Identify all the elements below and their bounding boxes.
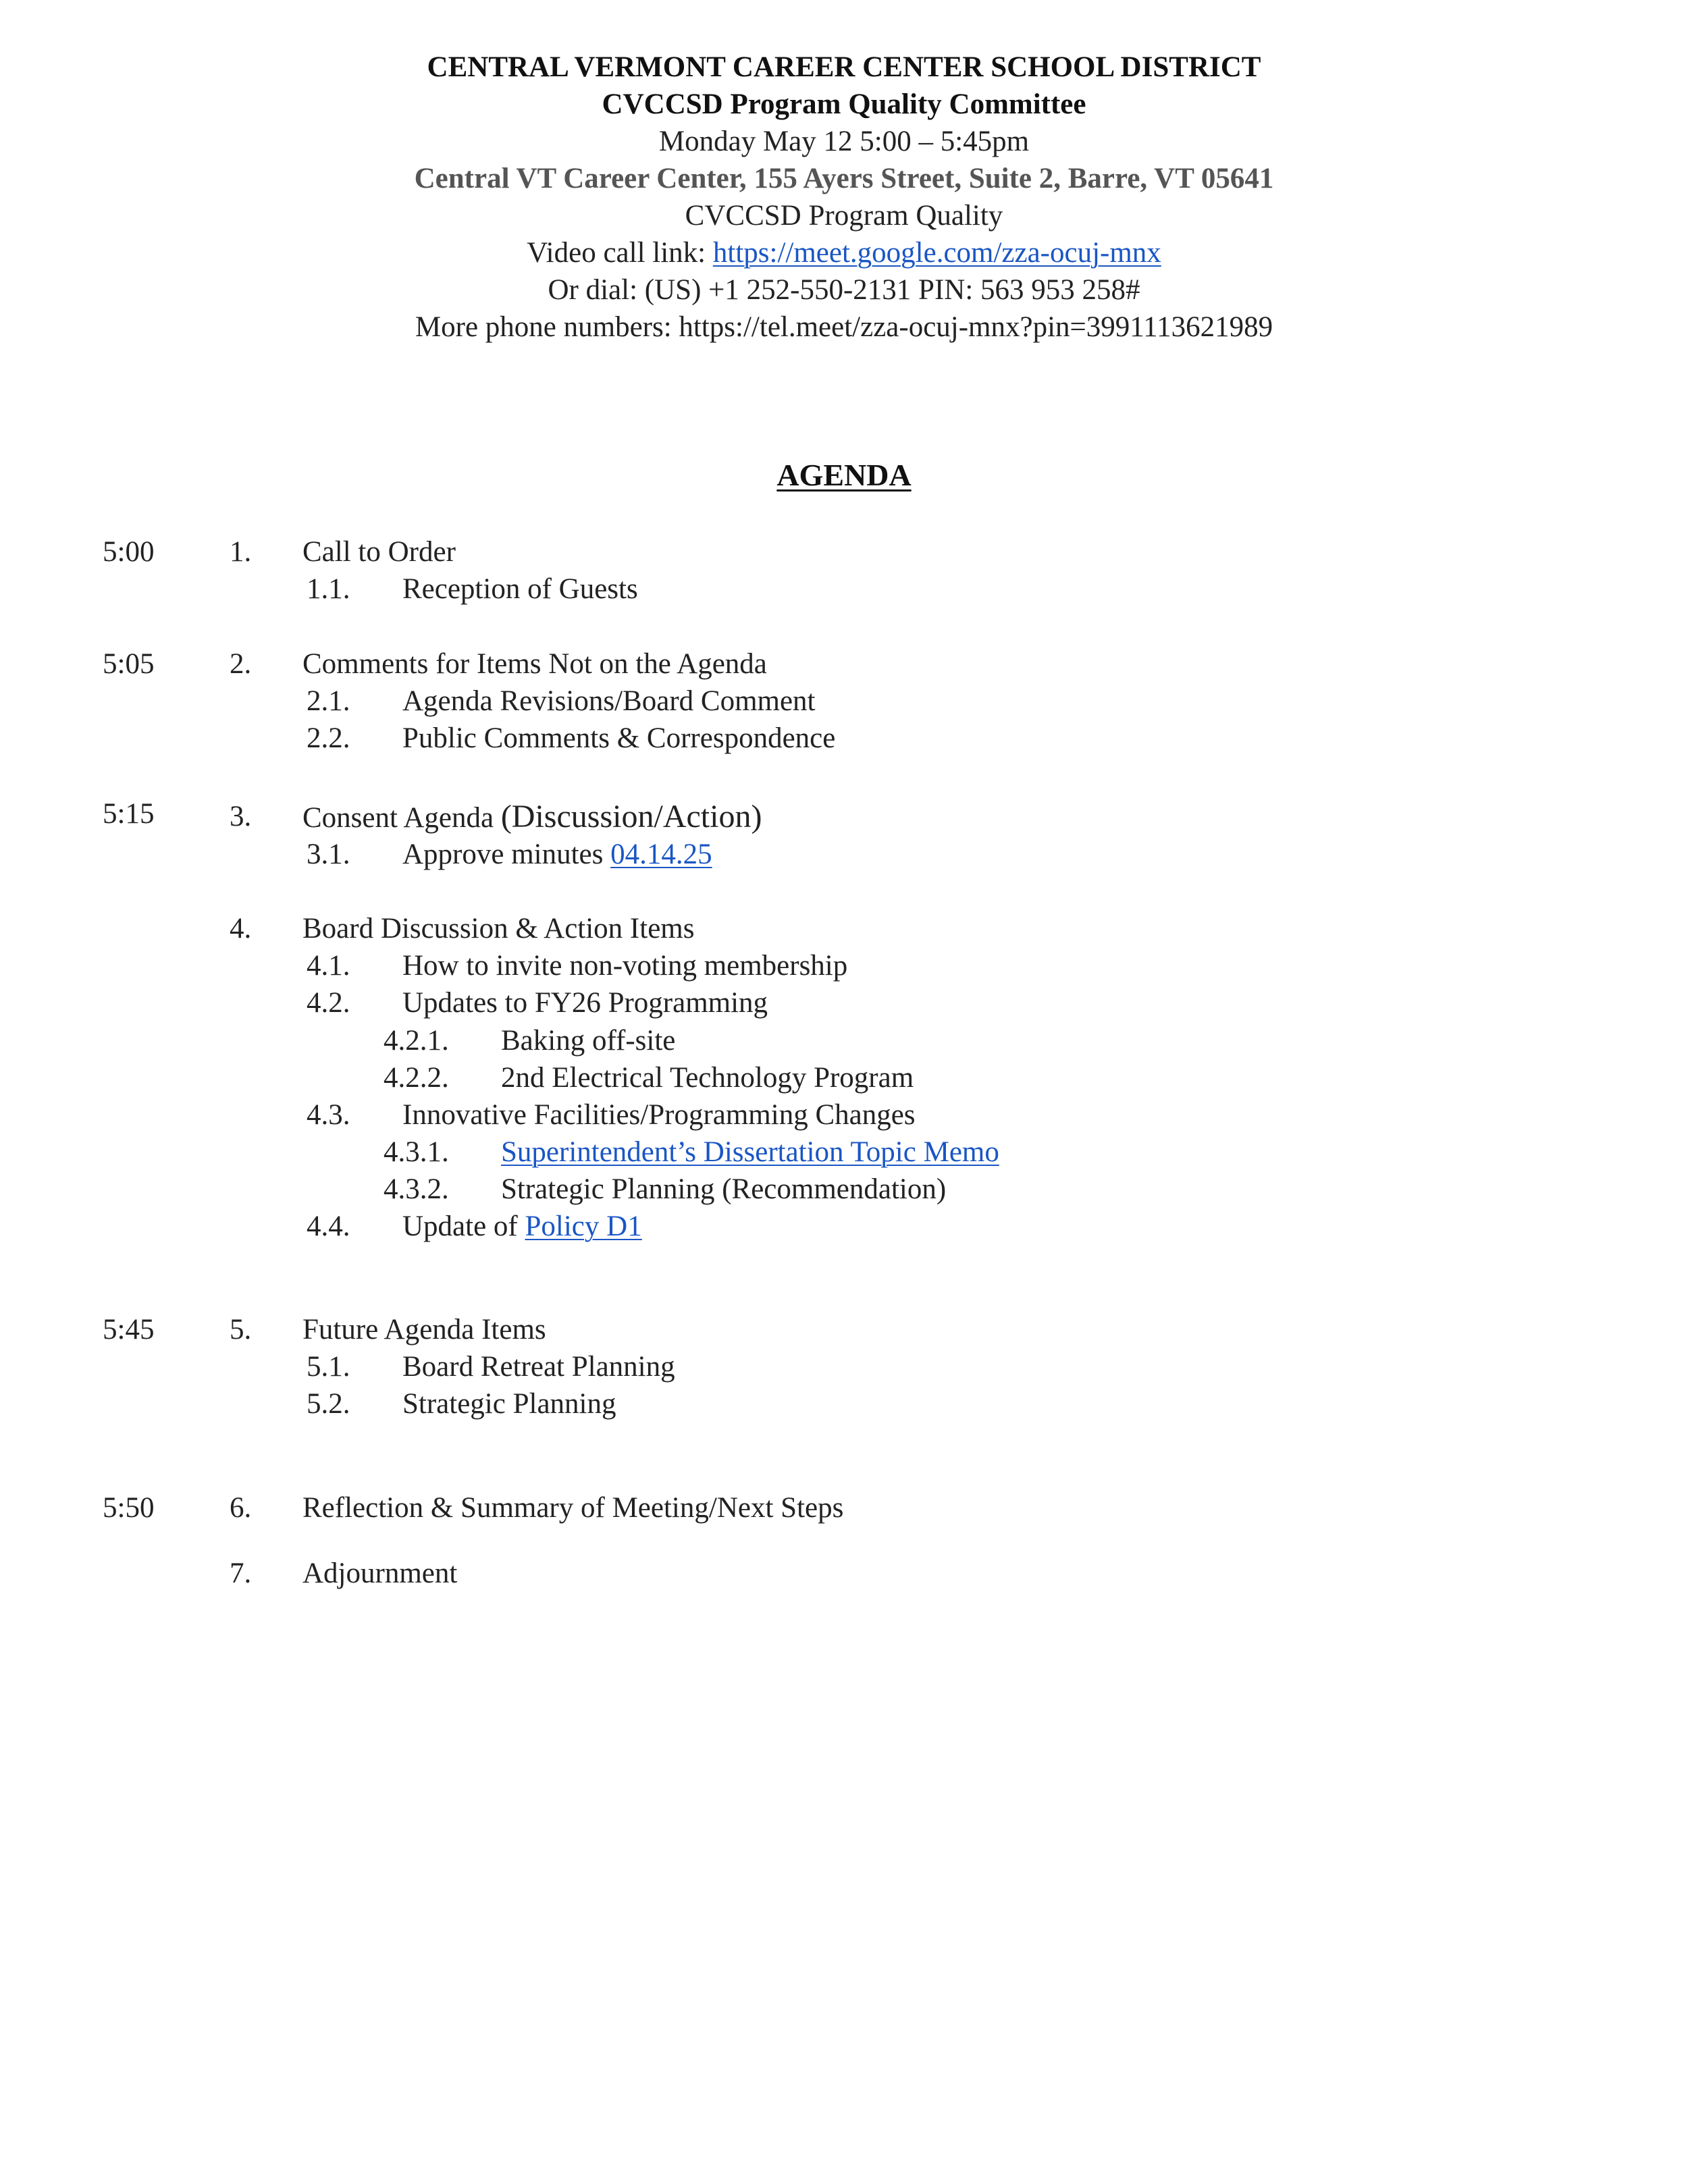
item-label	[402, 1208, 642, 1245]
more-phone-numbers: More phone numbers: https://tel.meet/zza-ocuj-mnx?pin=3991113621989	[415, 311, 1273, 343]
item-label: Public Comments & Correspondence	[402, 722, 836, 754]
item-label: Strategic Planning	[402, 1388, 616, 1420]
item-number: 3.	[230, 801, 252, 832]
meeting-name: CVCCSD Program Quality	[685, 200, 1003, 232]
item-number: 2.2.	[307, 722, 350, 754]
item-label: How to invite non-voting membership	[402, 950, 848, 982]
time-slot-5: 5:45	[103, 1314, 155, 1346]
item-label: Reflection & Summary of Meeting/Next Steps	[302, 1492, 844, 1524]
item-number: 2.1.	[307, 685, 350, 717]
committee-name: CVCCSD Program Quality Committee	[602, 88, 1086, 120]
item-label	[302, 798, 762, 836]
item-number: 4.3.1.	[384, 1136, 449, 1168]
item-number: 4.1.	[307, 950, 350, 982]
item-number: 4.3.	[307, 1099, 350, 1131]
item-label: Board Discussion & Action Items	[302, 913, 695, 944]
item-label	[402, 836, 712, 873]
policy-d1-link[interactable]: Policy D1	[525, 1210, 642, 1242]
item-label: Strategic Planning (Recommendation)	[501, 1173, 947, 1205]
item-number: 4.4.	[307, 1210, 350, 1242]
item-number: 5.	[230, 1314, 252, 1346]
item-number: 4.2.1.	[384, 1025, 449, 1057]
item-label: Comments for Items Not on the Agenda	[302, 648, 767, 680]
item-number: 7.	[230, 1557, 252, 1589]
item-number: 4.2.	[307, 987, 350, 1019]
time-slot-3: 5:15	[103, 798, 155, 830]
item-number: 6.	[230, 1492, 252, 1524]
item-number: 2.	[230, 648, 252, 680]
time-slot-1: 5:00	[103, 536, 155, 568]
video-call-line	[0, 234, 1688, 271]
item-number: 4.	[230, 913, 252, 944]
item-number: 3.1.	[307, 838, 350, 870]
district-name: CENTRAL VERMONT CAREER CENTER SCHOOL DISTRICT	[427, 51, 1261, 83]
agenda-title: AGENDA	[776, 458, 912, 492]
item-label: Future Agenda Items	[302, 1314, 546, 1346]
meeting-datetime: Monday May 12 5:00 – 5:45pm	[658, 126, 1030, 157]
item-number: 1.	[230, 536, 252, 568]
item-label: Agenda Revisions/Board Comment	[402, 685, 816, 717]
minutes-link[interactable]: 04.14.25	[610, 838, 712, 870]
item-label: Reception of Guests	[402, 573, 638, 605]
item-label-suffix: (Discussion/Action)	[500, 799, 762, 834]
item-number: 5.1.	[307, 1351, 350, 1383]
meeting-location: Central VT Career Center, 155 Ayers Street, Suite 2, Barre, VT 05641	[414, 163, 1274, 194]
item-label-text: Approve minutes	[402, 838, 611, 870]
time-slot-2: 5:05	[103, 648, 155, 680]
item-label-text: Consent Agenda	[302, 802, 501, 834]
dissertation-memo-link[interactable]: Superintendent’s Dissertation Topic Memo	[501, 1136, 999, 1168]
item-label	[501, 1134, 999, 1171]
item-number: 1.1.	[307, 573, 350, 605]
item-label-text: Update of	[402, 1210, 525, 1242]
item-number: 5.2.	[307, 1388, 350, 1420]
item-number: 4.3.2.	[384, 1173, 449, 1205]
item-label: 2nd Electrical Technology Program	[501, 1062, 914, 1094]
dial-in-info: Or dial: (US) +1 252-550-2131 PIN: 563 953 258#	[548, 274, 1140, 306]
item-label: Updates to FY26 Programming	[402, 987, 768, 1019]
item-label: Innovative Facilities/Programming Changes	[402, 1099, 916, 1131]
item-number: 4.2.2.	[384, 1062, 449, 1094]
video-call-label: Video call link:	[527, 237, 713, 269]
item-label: Call to Order	[302, 536, 456, 568]
item-label: Board Retreat Planning	[402, 1351, 675, 1383]
video-call-link[interactable]: https://meet.google.com/zza-ocuj-mnx	[712, 237, 1161, 269]
item-label: Baking off-site	[501, 1025, 676, 1057]
time-slot-6: 5:50	[103, 1492, 155, 1524]
item-label: Adjournment	[302, 1557, 458, 1589]
meeting-header	[0, 49, 1688, 346]
